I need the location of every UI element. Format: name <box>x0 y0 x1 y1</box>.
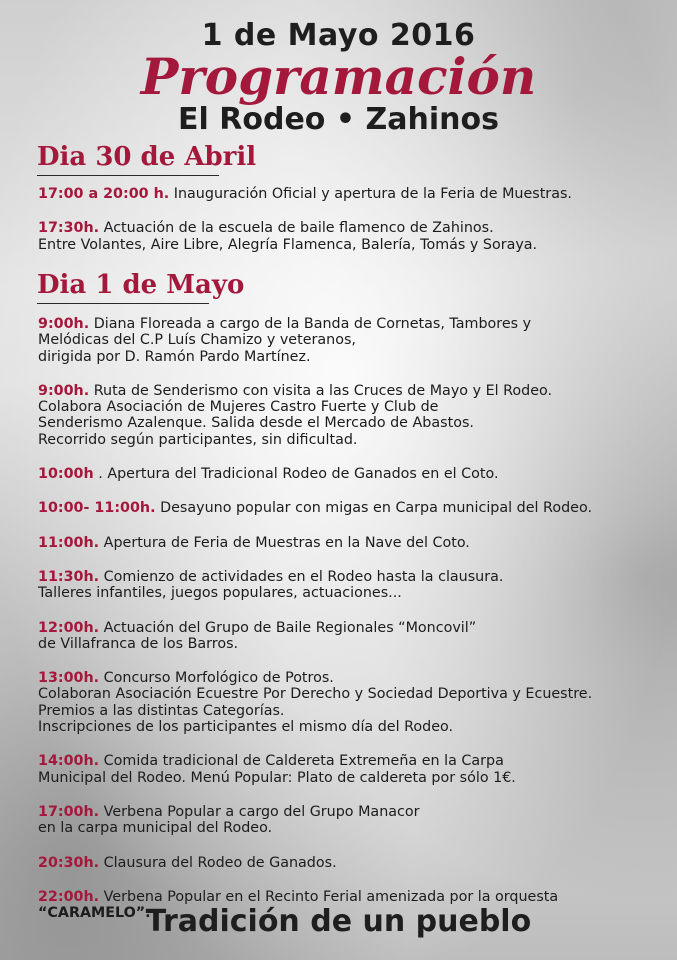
schedule-line <box>38 383 658 399</box>
schedule-line <box>38 237 658 253</box>
schedule-item <box>38 316 658 365</box>
schedule-description: Premios a las distintas Categorías. <box>38 702 285 719</box>
schedule-time: 10:00h <box>38 466 94 483</box>
schedule-item <box>38 804 658 837</box>
schedule-line <box>38 855 658 871</box>
schedule-description: Clausura del Rodeo de Ganados. <box>103 854 337 871</box>
schedule-description: Municipal del Rodeo. Menú Popular: Plato de caldereta por sólo 1€. <box>38 769 516 786</box>
day-heading-text: Dia 1 de Mayo <box>37 270 245 300</box>
schedule-line <box>38 620 658 636</box>
schedule-line <box>38 770 658 786</box>
schedule-time: 14:00h. <box>38 753 100 770</box>
page-title: Programación <box>140 47 537 106</box>
schedule-description: Inauguración Oficial y apertura de la Feria de Muestras. <box>173 186 572 202</box>
schedule-time: 10:00- 11:00h. <box>38 500 156 517</box>
schedule-time: 9:00h. <box>38 316 90 332</box>
schedule-item <box>38 620 658 653</box>
schedule-line <box>38 415 658 431</box>
schedule-item <box>38 670 658 735</box>
schedule-description: Senderismo Azalenque. Salida desde el Mercado de Abastos. <box>38 415 474 432</box>
event-date: 1 de Mayo 2016 <box>201 18 476 53</box>
schedule-description: Concurso Morfológico de Potros. <box>103 670 334 687</box>
schedule-item <box>38 220 658 253</box>
schedule-description: “CARAMELO”. <box>38 905 151 922</box>
schedule-line <box>38 670 658 686</box>
schedule-line <box>38 220 658 236</box>
day-heading-underline <box>37 303 209 304</box>
schedule-line <box>38 332 658 348</box>
schedule-line <box>38 753 658 769</box>
schedule-description: Apertura de Feria de Muestras en la Nave del Coto. <box>103 534 470 551</box>
schedule-description: Verbena Popular a cargo del Grupo Manacor <box>103 803 420 820</box>
schedule-time: 11:30h. <box>38 568 100 585</box>
schedule-line <box>38 703 658 719</box>
schedule-item <box>38 383 658 448</box>
schedule-description: Talleres infantiles, juegos populares, actuaciones... <box>38 585 402 602</box>
schedule-time: 13:00h. <box>38 670 100 687</box>
schedule-item <box>38 186 658 202</box>
schedule-item <box>38 535 658 551</box>
schedule-description: dirigida por D. Ramón Pardo Martínez. <box>38 348 311 365</box>
day-heading-1-mayo <box>37 270 244 304</box>
events-list-30-abril <box>38 186 658 271</box>
schedule-line <box>38 349 658 365</box>
schedule-line <box>38 804 658 820</box>
footer-slogan: Tradición de un pueblo <box>145 904 532 939</box>
schedule-time: 20:30h. <box>38 854 100 871</box>
schedule-line <box>38 535 658 551</box>
schedule-line <box>38 569 658 585</box>
schedule-time: 12:00h. <box>38 619 100 636</box>
schedule-line <box>38 686 658 702</box>
schedule-line <box>38 719 658 735</box>
schedule-line <box>38 316 658 332</box>
schedule-item <box>38 500 658 516</box>
schedule-description: Ruta de Senderismo con visita a las Cruces de Mayo y El Rodeo. <box>93 382 553 399</box>
schedule-description: Entre Volantes, Aire Libre, Alegría Flamenca, Balería, Tomás y Soraya. <box>38 236 538 253</box>
day-heading-underline <box>37 175 219 176</box>
schedule-item <box>38 466 658 482</box>
schedule-description: Actuación de la escuela de baile flamenco de Zahinos. <box>103 220 494 237</box>
schedule-line <box>38 585 658 601</box>
schedule-time: 17:00 a 20:00 h. <box>38 186 170 202</box>
schedule-time: 9:00h. <box>38 382 90 399</box>
schedule-time: 17:30h. <box>38 220 100 237</box>
schedule-line <box>38 466 658 482</box>
schedule-description: Colabora Asociación de Mujeres Castro Fuerte y Club de <box>38 399 439 416</box>
day-heading-text: Dia 30 de Abril <box>37 142 257 172</box>
schedule-description: . Apertura del Tradicional Rodeo de Ganados en el Coto. <box>98 466 499 483</box>
schedule-item <box>38 855 658 871</box>
schedule-line <box>38 636 658 652</box>
schedule-line <box>38 399 658 415</box>
event-place: El Rodeo • Zahinos <box>178 102 499 137</box>
schedule-line <box>38 500 658 516</box>
schedule-item <box>38 569 658 602</box>
schedule-description: Desayuno popular con migas en Carpa municipal del Rodeo. <box>160 500 592 517</box>
schedule-description: en la carpa municipal del Rodeo. <box>38 820 273 837</box>
schedule-description: Recorrido según participantes, sin dificultad. <box>38 431 358 448</box>
schedule-line <box>38 820 658 836</box>
schedule-description: Actuación del Grupo de Baile Regionales “Moncovil” <box>103 619 477 636</box>
schedule-description: Comida tradicional de Caldereta Extremeña en la Carpa <box>103 753 504 770</box>
schedule-time: 22:00h. <box>38 888 100 905</box>
schedule-item <box>38 753 658 786</box>
schedule-description: de Villafranca de los Barros. <box>38 635 239 652</box>
schedule-description: Verbena Popular en el Recinto Ferial amenizada por la orquesta <box>103 888 559 905</box>
schedule-line <box>38 432 658 448</box>
schedule-time: 11:00h. <box>38 534 100 551</box>
poster-header <box>0 18 677 138</box>
schedule-description: Inscripciones de los participantes el mismo día del Rodeo. <box>38 719 454 736</box>
events-list-1-mayo <box>38 316 658 939</box>
schedule-line <box>38 186 658 202</box>
schedule-description: Melódicas del C.P Luís Chamizo y veteranos, <box>38 332 356 349</box>
schedule-description: Diana Floreada a cargo de la Banda de Cornetas, Tambores y <box>93 316 532 332</box>
schedule-time: 17:00h. <box>38 803 100 820</box>
day-heading-30-abril <box>37 142 256 176</box>
schedule-description: Colaboran Asociación Ecuestre Por Derecho y Sociedad Deportiva y Ecuestre. <box>38 686 593 703</box>
schedule-description: Comienzo de actividades en el Rodeo hasta la clausura. <box>103 568 504 585</box>
